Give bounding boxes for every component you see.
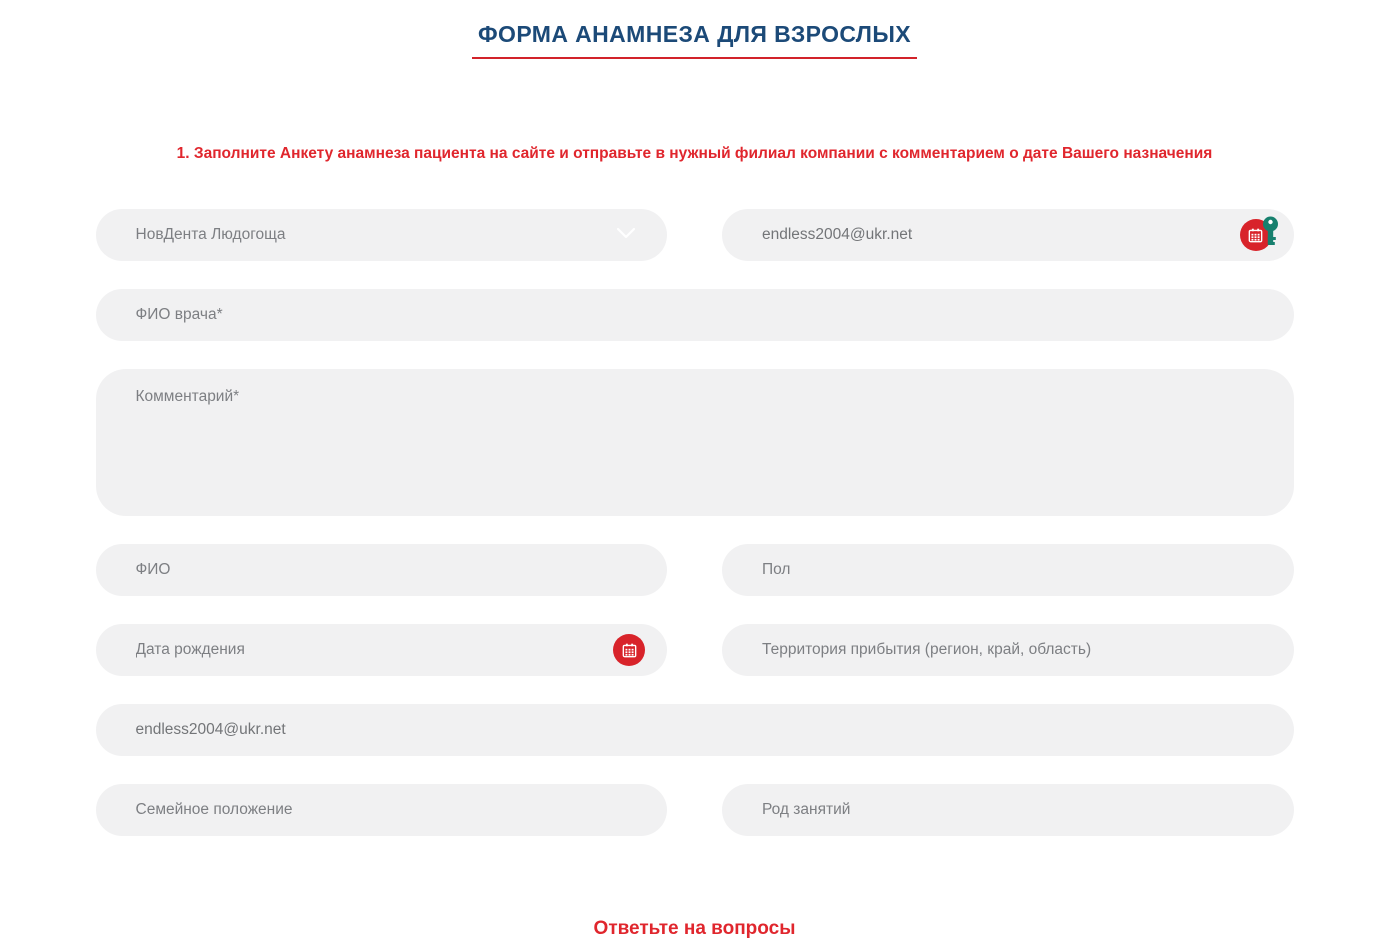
form-row-4 bbox=[96, 544, 1294, 596]
datepicker-calendar-icon[interactable] bbox=[613, 634, 645, 666]
full-name-field bbox=[96, 544, 668, 596]
birth-date-field bbox=[96, 624, 668, 676]
clinic-select-value: НовДента Людогоща bbox=[135, 226, 286, 243]
territory-field bbox=[722, 624, 1294, 676]
form-row-6 bbox=[96, 704, 1294, 756]
page-header bbox=[0, 0, 1389, 59]
form-row-2 bbox=[96, 289, 1294, 341]
form-row-1 bbox=[96, 209, 1294, 261]
form-row-5 bbox=[96, 624, 1294, 676]
patient-email-field bbox=[96, 704, 1294, 756]
gender-field bbox=[722, 544, 1294, 596]
territory-input[interactable] bbox=[762, 641, 1272, 659]
birth-date-input[interactable] bbox=[136, 641, 614, 659]
marital-status-input[interactable] bbox=[136, 801, 646, 819]
chevron-down-icon bbox=[615, 226, 637, 245]
instruction-text: 1. Заполните Анкету анамнеза пациента на сайте и отправьте в нужный филиал компании с комментарием о дате Вашего назначения bbox=[176, 145, 1213, 162]
patient-email-input[interactable] bbox=[136, 721, 1272, 739]
form-row-7 bbox=[96, 784, 1294, 836]
gender-input[interactable] bbox=[762, 561, 1272, 579]
anamnesis-form bbox=[96, 209, 1294, 836]
occupation-input[interactable] bbox=[762, 801, 1272, 819]
key-icon[interactable] bbox=[1261, 216, 1280, 250]
clinic-select[interactable] bbox=[96, 209, 668, 261]
contact-email-input[interactable] bbox=[762, 226, 1240, 244]
contact-email-icons bbox=[1240, 219, 1272, 251]
section-heading: Ответьте на вопросы bbox=[593, 918, 796, 939]
contact-email-field bbox=[722, 209, 1294, 261]
doctor-name-field bbox=[96, 289, 1294, 341]
occupation-field bbox=[722, 784, 1294, 836]
comment-textarea[interactable] bbox=[136, 388, 1272, 498]
title-underline bbox=[472, 57, 917, 59]
comment-field bbox=[96, 369, 1294, 516]
full-name-input[interactable] bbox=[136, 561, 646, 579]
marital-status-field bbox=[96, 784, 668, 836]
doctor-name-input[interactable] bbox=[136, 306, 1272, 324]
page-title: ФОРМА АНАМНЕЗА ДЛЯ ВЗРОСЛЫХ bbox=[478, 21, 911, 47]
form-row-3 bbox=[96, 369, 1294, 516]
